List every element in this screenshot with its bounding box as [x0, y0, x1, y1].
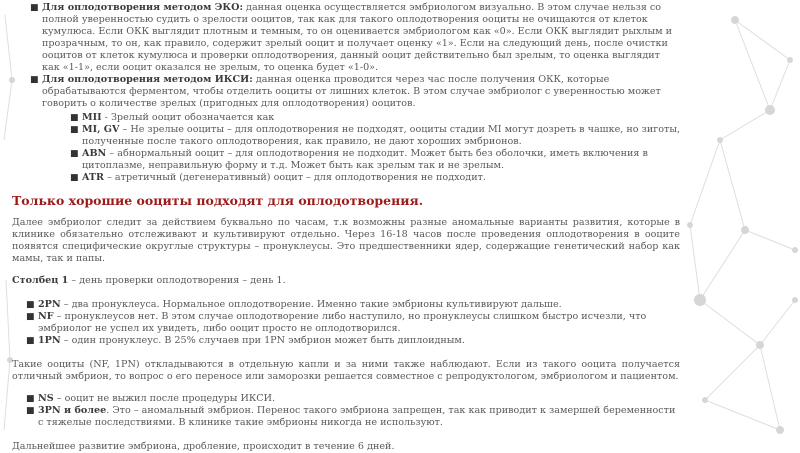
item-title: Для оплодотворения методом ЭКО:: [42, 2, 243, 13]
item-title: NF: [38, 311, 54, 322]
bullet-icon: ■: [30, 3, 39, 13]
abnormal-list: [12, 393, 680, 429]
item-title: ABN: [82, 148, 107, 159]
list-item-2pn: [12, 299, 680, 311]
bullet-icon: ■: [26, 312, 35, 322]
caption-text: – день проверки оплодотворения – день 1.: [68, 275, 286, 286]
bullet-icon: ■: [26, 300, 35, 310]
item-text: – один пронуклеус. В 25% случаев при 1PN эмбрион может быть диплоидным.: [60, 335, 465, 346]
item-title: MI, GV: [82, 124, 120, 135]
item-title: 3PN и более: [38, 405, 107, 416]
section-heading: Только хорошие ооциты подходят для оплодотворения.: [12, 193, 424, 208]
list-item-3pn: [12, 405, 680, 429]
bullet-icon: ■: [70, 125, 79, 135]
method-list: [12, 2, 680, 110]
item-text: – атретичный (дегенеративный) ооцит – для оплодотворения не подходит.: [104, 172, 486, 183]
list-item-atr: [12, 172, 680, 184]
item-title: MII: [82, 112, 102, 123]
list-item-eko: [12, 2, 680, 74]
list-item-ns: [12, 393, 680, 405]
item-text: данная оценка осуществляется эмбриологом визуально. В этом случае нельзя со полной уверенностью судить о зрелости ооцитов, так как для такого оплодотворения ооциты не очищаются от клеток кумулюса. Если ОКК выглядит плотным и темным, то он оценивается эмбриологом как «0». Если ОКК выглядит рыхлым и прозрачным, то он, как правило, содержит зрелый ооцит и получает оценку «1». Если на следующий день, после очистки ооцитов от клеток кумулюса и проверки оплодотворения, данный ооцит действительно был зрелым, то оценка выглядит как «1-1», если ооцит оказался не зрелым, то оценка будет «1-0».: [42, 2, 673, 73]
item-title: 1PN: [38, 335, 61, 346]
item-text: – Не зрелые ооциты – для оплодотворения не подходят, ооциты стадии MI могут дозреть в чашке, но зиготы, полученные после такого оплодотворения, как правило, не дают хороших эмбрионов.: [82, 124, 681, 147]
item-text: – ооцит не выжил после процедуры ИКСИ.: [53, 393, 276, 404]
item-title: 2PN: [38, 299, 61, 310]
list-item-iksi: [12, 74, 680, 110]
item-title: Для оплодотворения методом ИКСИ:: [42, 74, 253, 85]
bullet-icon: ■: [26, 394, 35, 404]
item-title: NS: [38, 393, 54, 404]
bullet-icon: ■: [70, 149, 79, 159]
list-item-abn: [12, 148, 680, 172]
bullet-icon: ■: [26, 406, 35, 416]
oocyte-stage-list: [12, 112, 680, 184]
column-1-caption: [12, 275, 680, 287]
pronuclei-list: [12, 299, 680, 347]
caption-title: Столбец 1: [12, 275, 69, 286]
bullet-icon: ■: [30, 75, 39, 85]
paragraph-development: Дальнейшее развитие эмбриона, дробление, происходит в течение 6 дней.: [12, 441, 395, 452]
paragraph-separate-drops: Такие ооциты (NF, 1PN) откладываются в отдельную капли и за ними также наблюдают. Если из такого ооцита получается отличный эмбрион, то вопрос о его переносе или заморозки решается совместное с репродуктологом, эмбриологом и пациентом.: [12, 359, 680, 382]
paragraph-pronuclei: Далее эмбриолог следит за действием буквально по часам, т.к возможны разные аномальные варианты развития, которые в клинике обязательно отслеживают и культивируют отдельно. Через 16-18 часов после проведения оплодотворения в ооците появятся специфические округлые структуры – пронуклеусы. Это предшественники ядер, содержащие генетический набор как мамы, так и папы.: [12, 217, 680, 264]
item-text: . Это – аномальный эмбрион. Перенос такого эмбриона запрещен, так как приводит к замершей беременности с тяжелые последствиями. В клинике такие эмбрионы никогда не используют.: [38, 405, 676, 428]
article-body: [12, 0, 680, 453]
bullet-icon: ■: [70, 173, 79, 183]
item-text: – абнормальный ооцит – для оплодотворения не подходит. Может быть без оболочки, иметь включения в цитоплазме, неправильную форму и т.д. Может быть как зрелым так и не зрелым.: [82, 148, 648, 171]
item-text: - Зрелый ооцит обозначается как: [101, 112, 275, 123]
bullet-icon: ■: [70, 113, 79, 123]
list-item-mi-gv: [12, 124, 680, 148]
item-text: – два пронуклеуса. Нормальное оплодотворение. Именно такие эмбрионы культивируют дальше.: [60, 299, 562, 310]
item-text: – пронуклеусов нет. В этом случае оплодотворение либо наступило, но пронуклеусы слишком быстро исчезли, что эмбриолог не успел их увидеть, либо ооцит просто не оплодотворился.: [38, 311, 647, 334]
bullet-icon: ■: [26, 336, 35, 346]
list-item-nf: [12, 311, 680, 335]
item-text: данная оценка проводится через час после получения ОКК, которые обрабатываются ферментом, чтобы отделить ооциты от лишних клеток. В этом случае эмбриолог с уверенностью может говорить о количестве зрелых (пригодных для оплодотворения) ооцитов.: [42, 74, 661, 109]
list-item-mii: [12, 112, 680, 124]
item-title: ATR: [82, 172, 105, 183]
list-item-1pn: [12, 335, 680, 347]
